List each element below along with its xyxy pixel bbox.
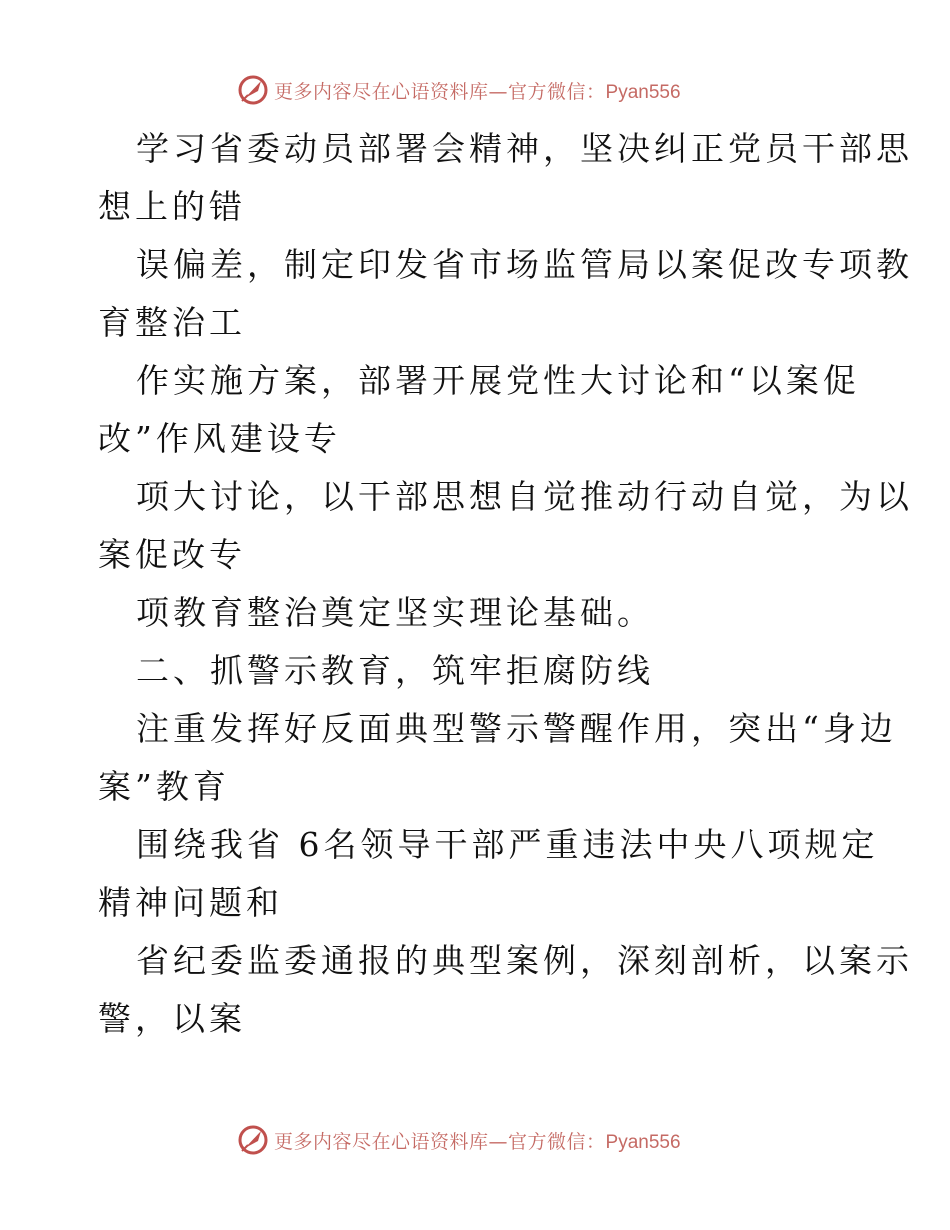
- header-banner: [236, 72, 716, 108]
- body-line: 围绕我省 6名领导干部严重违法中央八项规定: [136, 825, 879, 864]
- body-line: 案”教育: [98, 767, 230, 806]
- body-line: 案促改专: [98, 535, 246, 574]
- quill-pen-logo-icon: [236, 1123, 270, 1157]
- body-line: 省纪委监委通报的典型案例，深刻剖析，以案示: [136, 941, 913, 980]
- body-line: 想上的错: [98, 187, 246, 226]
- body-line: 作实施方案，部署开展党性大讨论和“以案促: [136, 361, 860, 400]
- section-heading: 二、抓警示教育，筑牢拒腐防线: [136, 651, 654, 690]
- quill-pen-logo-icon: [236, 73, 270, 107]
- body-line: 项大讨论，以干部思想自觉推动行动自觉，为以: [136, 477, 913, 516]
- footer-banner-id: Pyan556: [605, 1131, 681, 1153]
- header-banner-id: Pyan556: [605, 81, 681, 103]
- footer-banner: [236, 1122, 716, 1158]
- body-line: 育整治工: [98, 303, 246, 342]
- body-line: 学习省委动员部署会精神，坚决纠正党员干部思: [136, 129, 913, 168]
- body-line: 警，以案: [98, 999, 246, 1038]
- body-line: 注重发挥好反面典型警示警醒作用，突出“身边: [136, 709, 897, 748]
- body-line: 项教育整治奠定坚实理论基础。: [136, 593, 654, 632]
- footer-banner-text: 更多内容尽在心语资料库—官方微信：: [274, 1130, 606, 1153]
- body-line: 改”作风建设专: [98, 419, 341, 458]
- body-line: 误偏差，制定印发省市场监管局以案促改专项教: [136, 245, 913, 284]
- body-line: 精神问题和: [98, 883, 283, 922]
- document-body: [98, 120, 913, 1048]
- header-banner-text: 更多内容尽在心语资料库—官方微信：: [274, 80, 606, 103]
